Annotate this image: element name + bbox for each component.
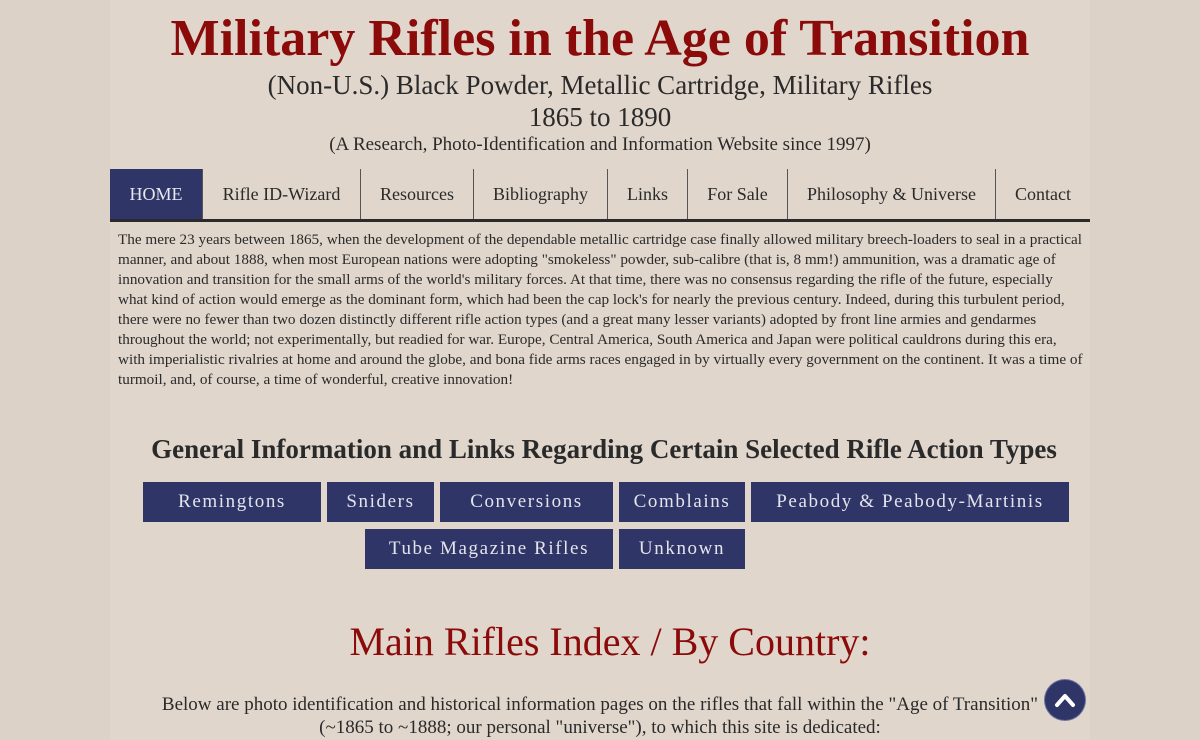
unknown-button[interactable]: Unknown [619,529,745,569]
index-description-line-1: Below are photo identification and historical information pages on the rifles that fall within the "Age of Transition" [161,694,1039,715]
scroll-to-top-button[interactable] [1045,680,1085,720]
index-description [0,693,1200,739]
comblains-button[interactable]: Comblains [619,482,745,522]
site-tagline: (A Research, Photo-Identification and Information Website since 1997) [329,134,871,155]
main-navigation [110,169,1090,222]
site-years: 1865 to 1890 [528,102,672,132]
nav-item-resources[interactable]: Resources [361,169,474,219]
nav-item-links[interactable]: Links [608,169,688,219]
nav-item-bibliography[interactable]: Bibliography [474,169,608,219]
peabody-martinis-button[interactable]: Peabody & Peabody-Martinis [751,482,1069,522]
intro-paragraph: The mere 23 years between 1865, when the development of the dependable metallic cartridge case finally allowed military breech-loaders to seal in a practical manner, and about 1888, when most European nations were adopting "smokeless" powder, sub-calibre (that is, 8 mm!) ammunition, was a dramatic age of innovation and transition for the small arms of the world's military forces. At that time, there was no consensus regarding the rifle of the future, especially what kind of action would emerge as the dominant form, which had been the cap lock's for nearly the previous century. Indeed, during this turbulent period, there were no fewer than two dozen distinctly different rifle action types (and a great many lesser variants) adopted by front line armies and gendarmes throughout the world; not experimentally, but readied for war. Europe, Central America, South America and Japan were political cauldrons during this era, with imperialistic rivalries at home and around the globe, and bona fide arms races engaged in by virtually every government on the continent. It was a time of turmoil, and, of course, a time of wonderful, creative innovation! [118,231,1083,388]
nav-item-home[interactable]: HOME [110,169,203,219]
rifles-index-heading: Main Rifles Index / By Country: [349,619,871,664]
site-title: Military Rifles in the Age of Transition [170,10,1030,67]
nav-item-philosophy-universe[interactable]: Philosophy & Universe [788,169,996,219]
conversions-button[interactable]: Conversions [440,482,613,522]
chevron-up-icon [1054,692,1076,708]
sniders-button[interactable]: Sniders [327,482,434,522]
site-subtitle: (Non-U.S.) Black Powder, Metallic Cartridge, Military Rifles [267,70,933,100]
remingtons-button[interactable]: Remingtons [143,482,321,522]
action-types-heading: General Information and Links Regarding Certain Selected Rifle Action Types [151,434,1057,464]
nav-item-contact[interactable]: Contact [1015,183,1071,204]
nav-item-for-sale[interactable]: For Sale [688,169,788,219]
nav-item-rifle-id-wizard[interactable]: Rifle ID-Wizard [203,169,361,219]
tube-magazine-rifles-button[interactable]: Tube Magazine Rifles [365,529,613,569]
index-description-line-2: (~1865 to ~1888; our personal "universe"), to which this site is dedicated: [319,717,881,738]
